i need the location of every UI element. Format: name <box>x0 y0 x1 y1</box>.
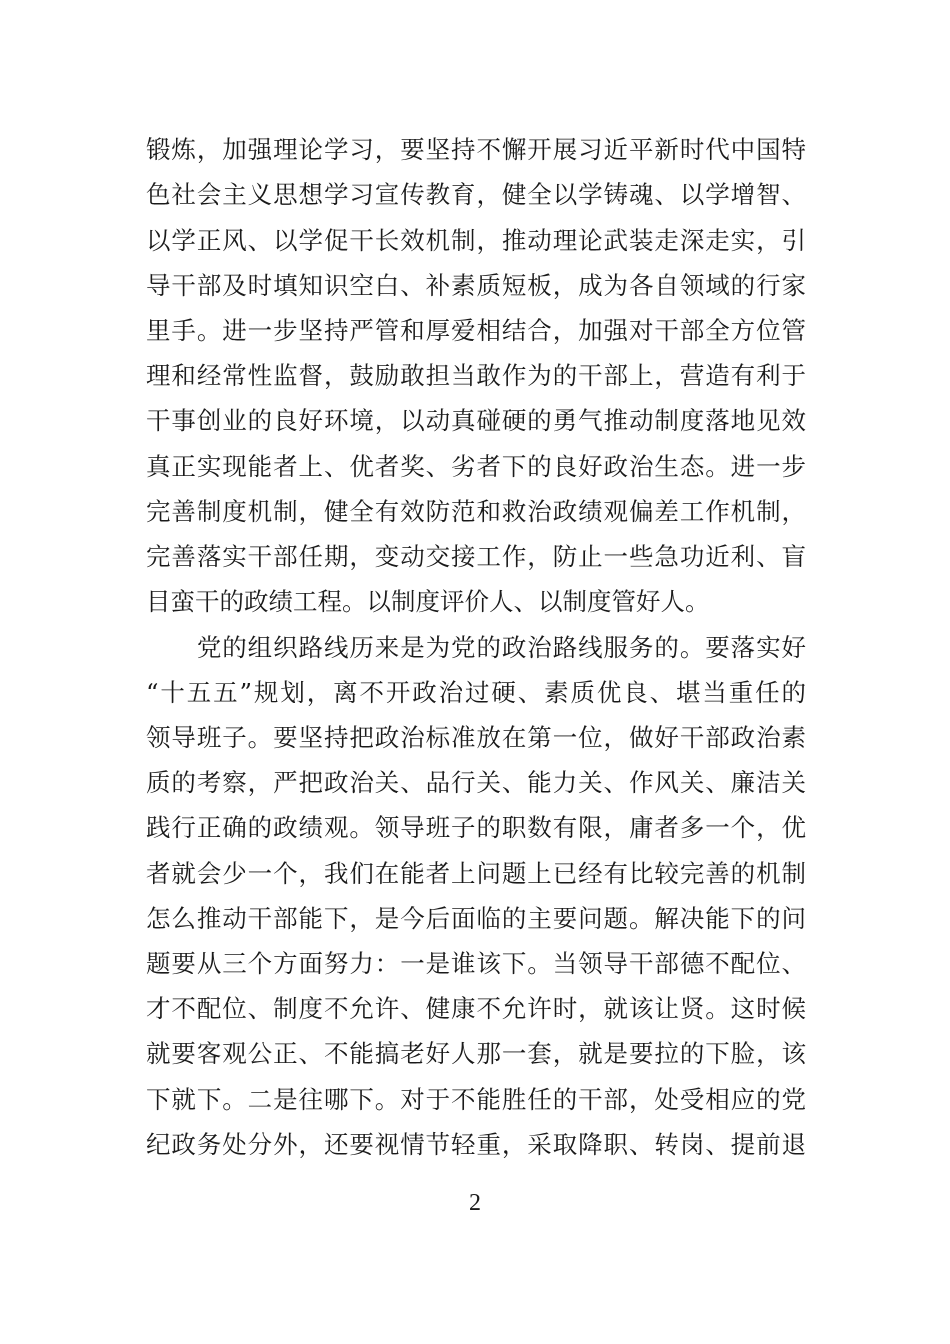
text-line: 真正实现能者上、优者奖、劣者下的良好政治生态。进一步 <box>146 452 806 481</box>
text-line: 领导班子。要坚持把政治标准放在第一位，做好干部政治素 <box>146 723 806 752</box>
text-line: 完善制度机制，健全有效防范和救治政绩观偏差工作机制， <box>146 497 806 526</box>
text-line: 以学正风、以学促干长效机制，推动理论武装走深走实，引 <box>146 226 806 255</box>
text-line: 锻炼，加强理论学习，要坚持不懈开展习近平新时代中国特 <box>146 135 806 164</box>
text-line: 干事创业的良好环境，以动真碰硬的勇气推动制度落地见效 <box>146 406 806 435</box>
text-line: 里手。进一步坚持严管和厚爱相结合，加强对干部全方位管 <box>146 316 806 345</box>
page-number: 2 <box>469 1190 481 1216</box>
text-line: 党的组织路线历来是为党的政治路线服务的。要落实好 <box>146 633 806 662</box>
text-line: “十五五”规划，离不开政治过硬、素质优良、堪当重任的 <box>146 678 806 707</box>
text-line: 目蛮干的政绩工程。以制度评价人、以制度管好人。 <box>146 587 710 616</box>
text-line: 导干部及时填知识空白、补素质短板，成为各自领域的行家 <box>146 271 806 300</box>
text-line: 色社会主义思想学习宣传教育，健全以学铸魂、以学增智、 <box>146 180 806 209</box>
text-line: 才不配位、制度不允许、健康不允许时，就该让贤。这时候 <box>146 994 806 1023</box>
text-line: 践行正确的政绩观。领导班子的职数有限，庸者多一个，优 <box>146 813 806 842</box>
text-line: 下就下。二是往哪下。对于不能胜任的干部，处受相应的党 <box>146 1085 806 1114</box>
text-line: 题要从三个方面努力：一是谁该下。当领导干部德不配位、 <box>146 949 806 978</box>
text-line: 完善落实干部任期，变动交接工作，防止一些急功近利、盲 <box>146 542 806 571</box>
text-line: 者就会少一个，我们在能者上问题上已经有比较完善的机制 <box>146 859 806 888</box>
text-line: 理和经常性监督，鼓励敢担当敢作为的干部上，营造有利于 <box>146 361 806 390</box>
text-line: 怎么推动干部能下，是今后面临的主要问题。解决能下的问 <box>146 904 806 933</box>
text-line: 质的考察，严把政治关、品行关、能力关、作风关、廉洁关 <box>146 768 806 797</box>
text-line: 就要客观公正、不能搞老好人那一套，就是要拉的下脸，该 <box>146 1039 806 1068</box>
text-line: 纪政务处分外，还要视情节轻重，采取降职、转岗、提前退 <box>146 1130 806 1159</box>
